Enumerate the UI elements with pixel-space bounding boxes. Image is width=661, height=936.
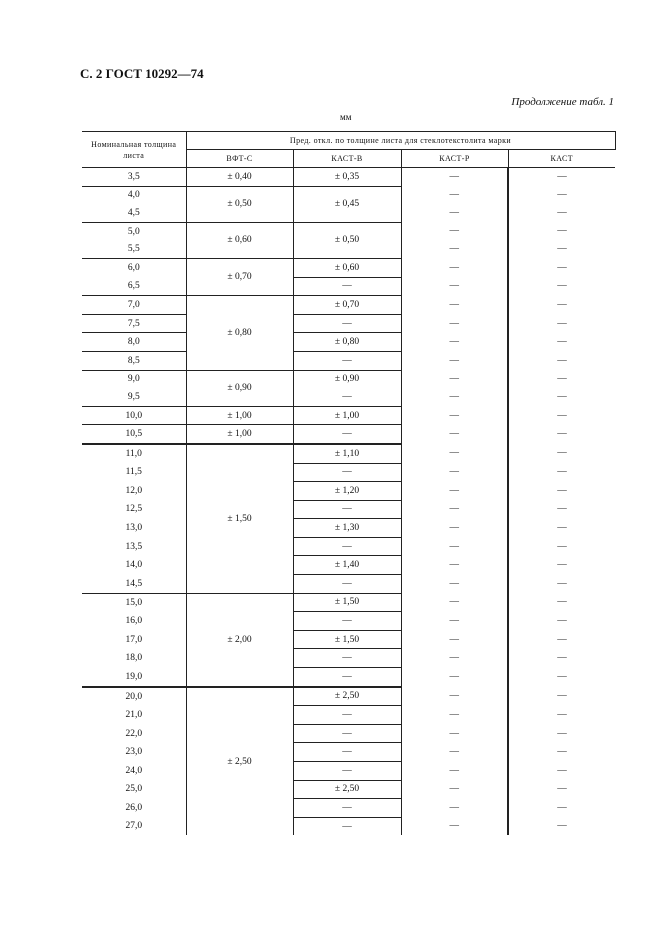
thickness-cell: 12,5: [82, 500, 186, 519]
column-header-kast-v: КАСТ-В: [293, 150, 401, 168]
table-row: [82, 406, 615, 425]
table-row: [82, 277, 615, 296]
kast-r-tolerance-cell: —: [401, 258, 508, 277]
tolerance-table: [82, 131, 616, 835]
kast-r-tolerance-cell: —: [401, 817, 508, 835]
thickness-cell: 9,0: [82, 370, 186, 388]
kast-tolerance-cell: —: [508, 706, 615, 725]
kast-r-tolerance-cell: —: [401, 425, 508, 444]
kast-r-tolerance-cell: —: [401, 222, 508, 240]
kast-v-tolerance-cell: ± 0,50: [293, 222, 401, 258]
thickness-cell: 26,0: [82, 799, 186, 818]
table-row: [82, 500, 615, 519]
kast-tolerance-cell: —: [508, 333, 615, 352]
table-continuation-label: Продолжение табл. 1: [511, 96, 614, 108]
table-row: [82, 222, 615, 240]
kast-tolerance-cell: —: [508, 314, 615, 333]
kast-v-tolerance-cell: —: [293, 706, 401, 725]
thickness-cell: 14,5: [82, 575, 186, 594]
thickness-cell: 25,0: [82, 780, 186, 799]
kast-tolerance-cell: —: [508, 687, 615, 706]
thickness-cell: 24,0: [82, 762, 186, 781]
table-row: [82, 743, 615, 762]
kast-v-tolerance-cell: —: [293, 500, 401, 519]
kast-r-tolerance-cell: —: [401, 743, 508, 762]
kast-r-tolerance-cell: —: [401, 186, 508, 204]
kast-r-tolerance-cell: —: [401, 314, 508, 333]
table-row: [82, 296, 615, 315]
kast-r-tolerance-cell: —: [401, 649, 508, 668]
kast-tolerance-cell: —: [508, 668, 615, 687]
thickness-cell: 8,5: [82, 351, 186, 370]
thickness-cell: 18,0: [82, 649, 186, 668]
vft-s-tolerance-cell: ± 2,00: [186, 593, 293, 686]
kast-tolerance-cell: —: [508, 780, 615, 799]
kast-v-tolerance-cell: —: [293, 799, 401, 818]
kast-r-tolerance-cell: —: [401, 706, 508, 725]
vft-s-tolerance-cell: ± 1,50: [186, 444, 293, 593]
kast-tolerance-cell: —: [508, 296, 615, 315]
thickness-cell: 5,5: [82, 240, 186, 258]
table-row: [82, 687, 615, 706]
table-row: [82, 463, 615, 482]
column-header-kast-r: КАСТ-Р: [401, 150, 508, 168]
table-row: [82, 351, 615, 370]
thickness-cell: 12,0: [82, 482, 186, 501]
thickness-cell: 6,0: [82, 258, 186, 277]
kast-v-tolerance-cell: ± 0,90: [293, 370, 401, 388]
kast-v-tolerance-cell: ± 0,45: [293, 186, 401, 222]
kast-v-tolerance-cell: —: [293, 463, 401, 482]
table-row: [82, 668, 615, 687]
table-row: [82, 388, 615, 406]
thickness-cell: 13,0: [82, 519, 186, 538]
thickness-cell: 3,5: [82, 168, 186, 187]
kast-tolerance-cell: —: [508, 406, 615, 425]
thickness-cell: 4,5: [82, 204, 186, 222]
kast-tolerance-cell: —: [508, 500, 615, 519]
kast-r-tolerance-cell: —: [401, 204, 508, 222]
kast-r-tolerance-cell: —: [401, 388, 508, 406]
kast-v-tolerance-cell: ± 0,80: [293, 333, 401, 352]
thickness-cell: 9,5: [82, 388, 186, 406]
kast-tolerance-cell: —: [508, 444, 615, 463]
kast-r-tolerance-cell: —: [401, 351, 508, 370]
kast-tolerance-cell: —: [508, 482, 615, 501]
table-row: [82, 519, 615, 538]
table-row: [82, 593, 615, 612]
kast-tolerance-cell: —: [508, 575, 615, 594]
kast-r-tolerance-cell: —: [401, 612, 508, 631]
table-row: [82, 425, 615, 444]
table-row: [82, 780, 615, 799]
vft-s-tolerance-cell: ± 0,90: [186, 370, 293, 406]
kast-tolerance-cell: —: [508, 222, 615, 240]
kast-r-tolerance-cell: —: [401, 240, 508, 258]
kast-v-tolerance-cell: ± 1,10: [293, 444, 401, 463]
table-row: [82, 537, 615, 556]
kast-v-tolerance-cell: —: [293, 762, 401, 781]
kast-v-tolerance-cell: ± 0,35: [293, 168, 401, 187]
table-row: [82, 258, 615, 277]
kast-v-tolerance-cell: —: [293, 314, 401, 333]
kast-r-tolerance-cell: —: [401, 463, 508, 482]
thickness-cell: 10,5: [82, 425, 186, 444]
thickness-cell: 16,0: [82, 612, 186, 631]
kast-r-tolerance-cell: —: [401, 575, 508, 594]
thickness-cell: 27,0: [82, 817, 186, 835]
table-row: [82, 630, 615, 649]
kast-r-tolerance-cell: —: [401, 333, 508, 352]
table-row: [82, 612, 615, 631]
kast-v-tolerance-cell: —: [293, 612, 401, 631]
kast-v-tolerance-cell: ± 1,40: [293, 556, 401, 575]
kast-v-tolerance-cell: —: [293, 575, 401, 594]
kast-v-tolerance-cell: ± 1,50: [293, 630, 401, 649]
kast-r-tolerance-cell: —: [401, 630, 508, 649]
table-row: [82, 186, 615, 204]
vft-s-tolerance-cell: ± 0,40: [186, 168, 293, 187]
table-body: [82, 168, 615, 836]
vft-s-tolerance-cell: ± 0,80: [186, 296, 293, 370]
thickness-cell: 21,0: [82, 706, 186, 725]
kast-v-tolerance-cell: —: [293, 724, 401, 743]
vft-s-tolerance-cell: ± 0,60: [186, 222, 293, 258]
kast-r-tolerance-cell: —: [401, 500, 508, 519]
kast-tolerance-cell: —: [508, 425, 615, 444]
column-header-kast: КАСТ: [508, 150, 615, 168]
unit-label: мм: [340, 112, 352, 122]
kast-tolerance-cell: —: [508, 593, 615, 612]
kast-tolerance-cell: —: [508, 630, 615, 649]
table-row: [82, 556, 615, 575]
table-row: [82, 817, 615, 835]
kast-tolerance-cell: —: [508, 204, 615, 222]
thickness-cell: 8,0: [82, 333, 186, 352]
thickness-cell: 11,0: [82, 444, 186, 463]
kast-tolerance-cell: —: [508, 799, 615, 818]
kast-v-tolerance-cell: ± 1,00: [293, 406, 401, 425]
kast-tolerance-cell: —: [508, 370, 615, 388]
kast-tolerance-cell: —: [508, 612, 615, 631]
kast-r-tolerance-cell: —: [401, 687, 508, 706]
kast-r-tolerance-cell: —: [401, 296, 508, 315]
thickness-cell: 17,0: [82, 630, 186, 649]
thickness-cell: 10,0: [82, 406, 186, 425]
column-group-header: Пред. откл. по толщине листа для стеклотекстолита марки: [186, 132, 615, 150]
page-header: С. 2 ГОСТ 10292—74: [80, 66, 204, 81]
thickness-cell: 19,0: [82, 668, 186, 687]
vft-s-tolerance-cell: ± 2,50: [186, 687, 293, 836]
table-row: [82, 482, 615, 501]
kast-tolerance-cell: —: [508, 351, 615, 370]
kast-r-tolerance-cell: —: [401, 762, 508, 781]
table-row: [82, 444, 615, 463]
vft-s-tolerance-cell: ± 0,70: [186, 258, 293, 295]
kast-r-tolerance-cell: —: [401, 168, 508, 187]
kast-tolerance-cell: —: [508, 388, 615, 406]
thickness-cell: 5,0: [82, 222, 186, 240]
kast-r-tolerance-cell: —: [401, 482, 508, 501]
kast-r-tolerance-cell: —: [401, 799, 508, 818]
kast-v-tolerance-cell: —: [293, 351, 401, 370]
kast-v-tolerance-cell: ± 1,20: [293, 482, 401, 501]
kast-v-tolerance-cell: —: [293, 668, 401, 687]
kast-tolerance-cell: —: [508, 258, 615, 277]
table-row: [82, 333, 615, 352]
kast-tolerance-cell: —: [508, 463, 615, 482]
kast-tolerance-cell: —: [508, 240, 615, 258]
thickness-cell: 6,5: [82, 277, 186, 296]
table-row: [82, 575, 615, 594]
column-header-vft-s: ВФТ-С: [186, 150, 293, 168]
table-row: [82, 762, 615, 781]
thickness-cell: 20,0: [82, 687, 186, 706]
kast-v-tolerance-cell: —: [293, 425, 401, 444]
thickness-cell: 14,0: [82, 556, 186, 575]
kast-r-tolerance-cell: —: [401, 444, 508, 463]
thickness-cell: 11,5: [82, 463, 186, 482]
kast-r-tolerance-cell: —: [401, 277, 508, 296]
kast-r-tolerance-cell: —: [401, 519, 508, 538]
kast-tolerance-cell: —: [508, 817, 615, 835]
table-row: [82, 314, 615, 333]
kast-tolerance-cell: —: [508, 724, 615, 743]
kast-tolerance-cell: —: [508, 743, 615, 762]
kast-v-tolerance-cell: —: [293, 649, 401, 668]
table-row: [82, 370, 615, 388]
vft-s-tolerance-cell: ± 1,00: [186, 406, 293, 425]
kast-v-tolerance-cell: ± 1,30: [293, 519, 401, 538]
kast-tolerance-cell: —: [508, 649, 615, 668]
kast-r-tolerance-cell: —: [401, 780, 508, 799]
thickness-cell: 13,5: [82, 537, 186, 556]
kast-r-tolerance-cell: —: [401, 537, 508, 556]
kast-r-tolerance-cell: —: [401, 556, 508, 575]
kast-tolerance-cell: —: [508, 556, 615, 575]
thickness-cell: 15,0: [82, 593, 186, 612]
kast-tolerance-cell: —: [508, 277, 615, 296]
vft-s-tolerance-cell: ± 0,50: [186, 186, 293, 222]
column-header-nominal: Номинальная толщина листа: [82, 132, 186, 168]
kast-r-tolerance-cell: —: [401, 593, 508, 612]
thickness-cell: 7,5: [82, 314, 186, 333]
table-row: [82, 168, 615, 187]
kast-v-tolerance-cell: —: [293, 537, 401, 556]
kast-tolerance-cell: —: [508, 186, 615, 204]
table-row: [82, 649, 615, 668]
kast-v-tolerance-cell: ± 1,50: [293, 593, 401, 612]
kast-tolerance-cell: —: [508, 519, 615, 538]
kast-v-tolerance-cell: ± 0,70: [293, 296, 401, 315]
kast-v-tolerance-cell: ± 0,60: [293, 258, 401, 277]
table-row: [82, 706, 615, 725]
thickness-cell: 7,0: [82, 296, 186, 315]
kast-r-tolerance-cell: —: [401, 370, 508, 388]
vft-s-tolerance-cell: ± 1,00: [186, 425, 293, 444]
kast-r-tolerance-cell: —: [401, 724, 508, 743]
kast-tolerance-cell: —: [508, 762, 615, 781]
thickness-cell: 22,0: [82, 724, 186, 743]
kast-tolerance-cell: —: [508, 537, 615, 556]
kast-v-tolerance-cell: —: [293, 743, 401, 762]
thickness-cell: 4,0: [82, 186, 186, 204]
thickness-cell: 23,0: [82, 743, 186, 762]
kast-tolerance-cell: —: [508, 168, 615, 187]
kast-v-tolerance-cell: —: [293, 277, 401, 296]
table-row: [82, 724, 615, 743]
kast-v-tolerance-cell: —: [293, 388, 401, 406]
kast-v-tolerance-cell: ± 2,50: [293, 687, 401, 706]
kast-r-tolerance-cell: —: [401, 406, 508, 425]
kast-r-tolerance-cell: —: [401, 668, 508, 687]
kast-v-tolerance-cell: —: [293, 817, 401, 835]
table-row: [82, 799, 615, 818]
kast-v-tolerance-cell: ± 2,50: [293, 780, 401, 799]
